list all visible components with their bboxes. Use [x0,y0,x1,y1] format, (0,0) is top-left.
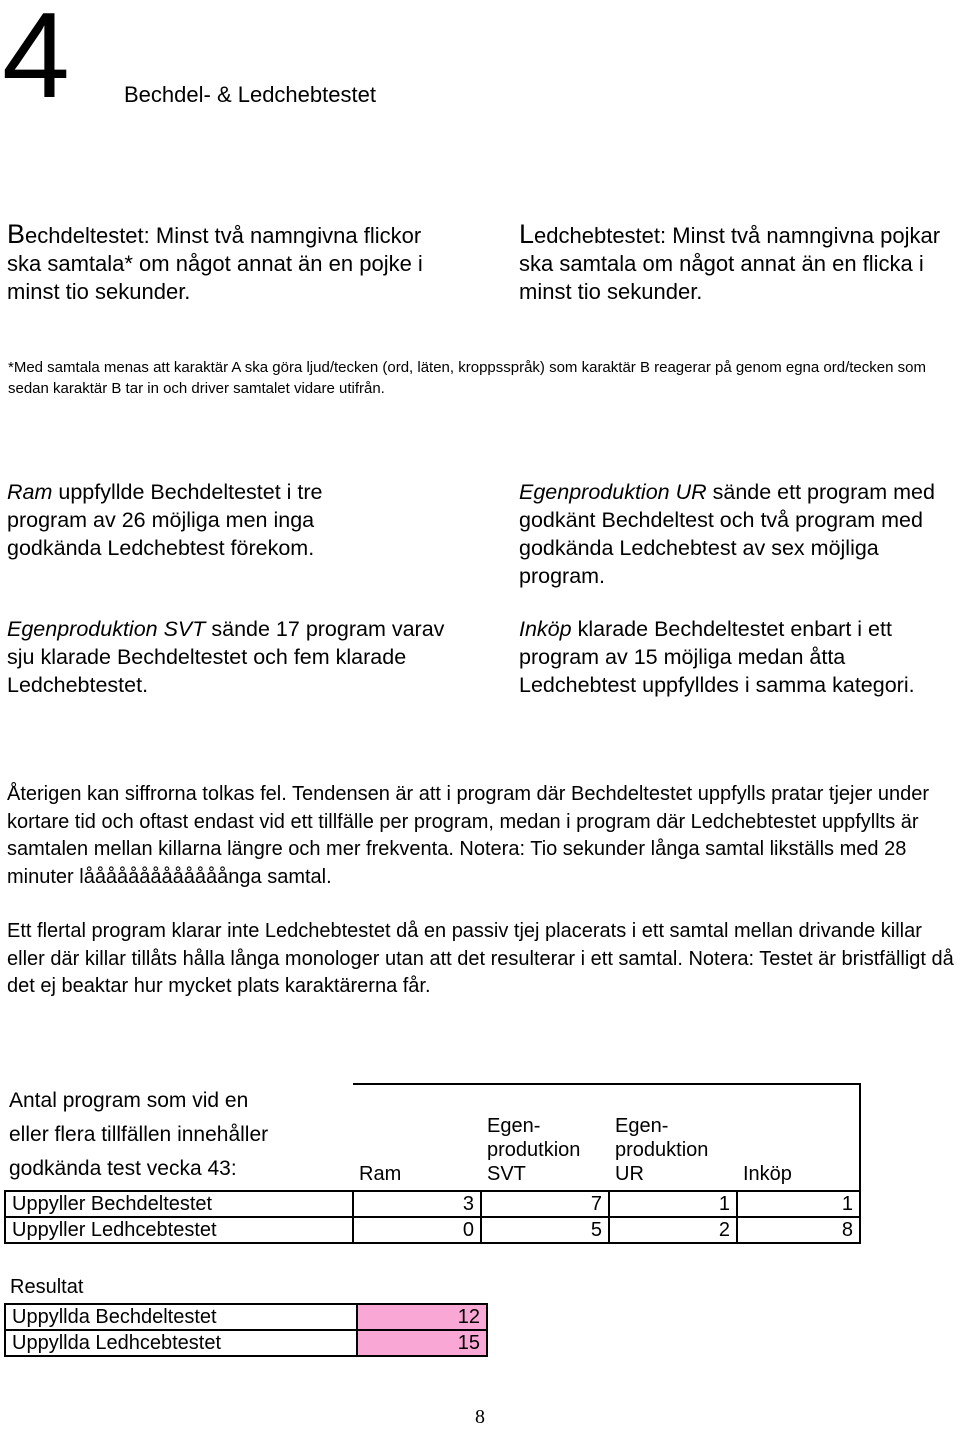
table-cell: 7 [481,1191,609,1217]
bechdel-definition [7,220,427,306]
bechdel-definition-text: echdeltestet: Minst två namngivna flickor ska samtala* om något annat än en pojke i minst tio sekunder. [7,223,423,304]
summary-svt [7,615,447,699]
result-label: Resultat [10,1276,84,1298]
table-row [5,1330,487,1356]
footnote: *Med samtala menas att karaktär A ska göra ljud/tecken (ord, läten, kroppsspråk) som karaktär B reagerar på genom egna ord/tecken som sedan karaktär B tar in och driver samtalet vidare utifrån. [8,359,926,397]
table-cell: 0 [353,1217,481,1243]
bechdel-initial: B [7,219,26,249]
ledchebt-initial: L [519,219,535,249]
chapter-number: 4 [2,0,70,123]
table-cell: 5 [481,1217,609,1243]
ledchebt-definition [519,220,959,306]
summary-ram [7,478,377,562]
column-header-ur: Egen- produktion UR [609,1084,737,1191]
row-label: Uppyller Ledhcebtestet [5,1217,353,1243]
caption-line: godkända test vecka 43: [9,1157,237,1180]
caption-line: eller flera tillfällen innehåller [9,1123,269,1146]
table-row [5,1304,487,1330]
table-cell: 1 [609,1191,737,1217]
summary-ram-name: Ram [7,480,53,504]
table-row [5,1217,860,1243]
column-header-ram: Ram [353,1084,481,1191]
table-cell: 3 [353,1191,481,1217]
table-cell: 1 [737,1191,860,1217]
count-table-caption [5,1084,353,1191]
summary-svt-text: sände 17 program varav sju klarade Bechdeltestet och fem klarade Ledchebtestet. [7,617,445,697]
result-value: 15 [357,1330,487,1356]
column-header-inkop: Inköp [737,1084,860,1191]
row-label: Uppyller Bechdeltestet [5,1191,353,1217]
ledchebt-definition-text: edchebtestet: Minst två namngivna pojkar ska samtala om något annat än en flicka i minst tio sekunder. [519,223,941,304]
body-paragraph-1: Återigen kan siffrorna tolkas fel. Tendensen är att i program där Bechdeltestet uppfylls pratar tjejer under kortare tid och oftast endast vid ett tillfälle per program, medan i program där Ledchebtestet uppfyllts är samtalen mellan killarna längre och mer frekventa. Notera: Tio sekunder långa samtal likställs med 28 minuter lååååååååååååånga samtal. [7,783,929,888]
summary-ur [519,478,959,590]
body-paragraph-2: Ett flertal program klarar inte Ledchebtestet då en passiv tjej placerats i ett samtal mellan drivande killar eller där killar tillåts hålla långa monologer utan att det resulterar i ett samtal. Notera: Testet är bristfälligt då det ej beaktar hur mycket plats karaktärerna får. [7,920,954,997]
table-row [5,1191,860,1217]
chapter-title: Bechdel- & Ledchebtestet [124,82,376,107]
row-label: Uppyllda Ledhcebtestet [5,1330,357,1356]
page-number: 8 [475,1406,485,1428]
summary-inkop-text: klarade Bechdeltestet enbart i ett program av 15 möjliga medan åtta Ledchebtest uppfylldes i samma kategori. [519,617,915,697]
table-cell: 2 [609,1217,737,1243]
caption-line: Antal program som vid en [9,1089,249,1112]
column-header-svt: Egen- produtkion SVT [481,1084,609,1191]
summary-inkop [519,615,960,699]
summary-ur-name: Egenproduktion UR [519,480,707,504]
table-cell: 8 [737,1217,860,1243]
count-table-header-row [5,1084,860,1191]
result-value: 12 [357,1304,487,1330]
row-label: Uppyllda Bechdeltestet [5,1304,357,1330]
summary-svt-name: Egenproduktion SVT [7,617,206,641]
count-table [4,1083,861,1244]
result-table [4,1303,488,1357]
summary-ur-text: sände ett program med godkänt Bechdeltest och två program med godkända Ledchebtest av sex möjliga program. [519,480,935,588]
summary-ram-text: uppfyllde Bechdeltestet i tre program av 26 möjliga men inga godkända Ledchebtest förekom. [7,480,323,560]
summary-inkop-name: Inköp [519,617,572,641]
